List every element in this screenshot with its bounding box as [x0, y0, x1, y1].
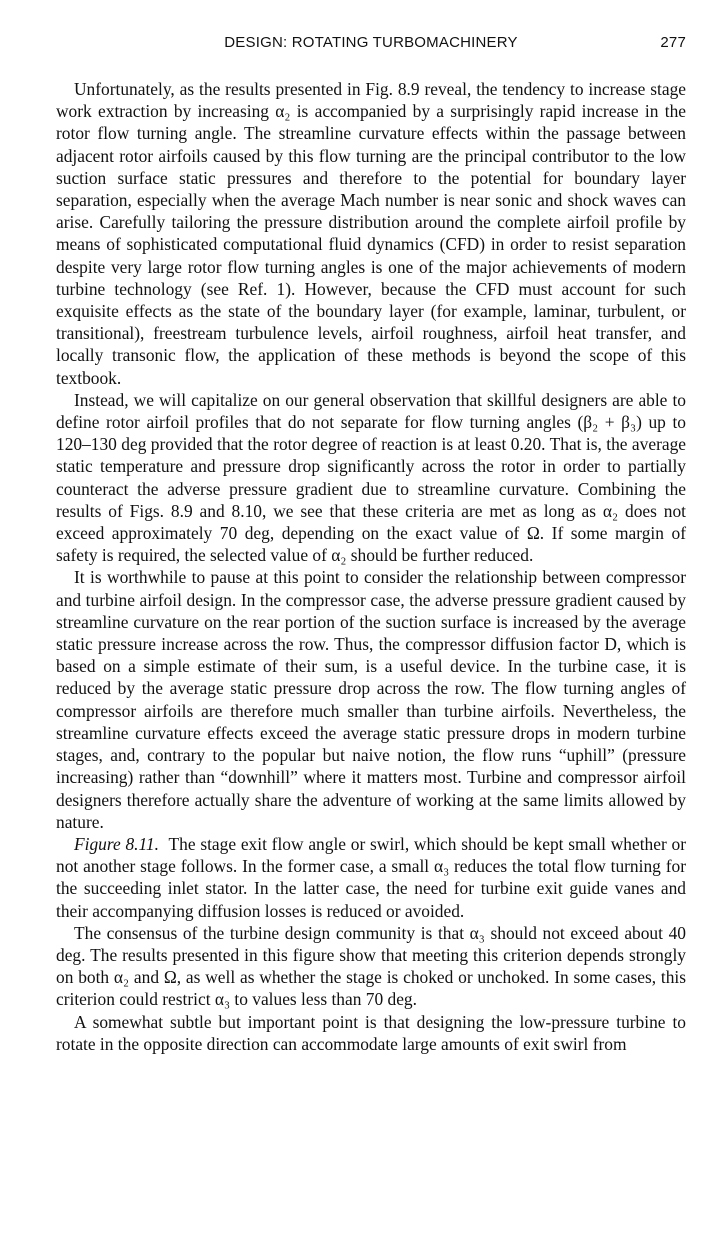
paragraph-5: The consensus of the turbine design community is that α₃ should not exceed about 40 deg. The results presented in this figure show that meeting this criterion depends strongly on both α₂ and Ω, as well as whether the stage is choked or unchoked. In some cases, this criterion could restrict α₃ to values less than 70 deg.: [56, 922, 686, 1010]
paragraph-1: Unfortunately, as the results presented in Fig. 8.9 reveal, the tendency to increase stage work extraction by increasing α₂ is accompanied by a surprisingly rapid increase in the rotor flow turning angle. The streamline curvature effects within the passage between adjacent rotor airfoils caused by this flow turning are the principal contributor to the low suction surface static pressures and therefore to the potential for boundary layer separation, especially when the average Mach number is near sonic and shock waves can arise. Carefully tailoring the pressure distribution around the complete airfoil profile by means of sophisticated computational fluid dynamics (CFD) in order to resist separation despite very large rotor flow turning angles is one of the major achievements of modern turbine technology (see Ref. 1). However, because the CFD must account for such exquisite effects as the state of the boundary layer (for example, laminar, turbulent, or transitional), freestream turbulence levels, airfoil roughness, airfoil heat transfer, and locally transonic flow, the application of these methods is beyond the scope of this textbook.: [56, 79, 686, 388]
page: [56, 34, 686, 1055]
page-header: [56, 34, 686, 58]
figure-description: The stage exit flow angle or swirl, which should be kept small whether or not another stage follows. In the former case, a small α₃ reduces the total flow turning for the succeeding inlet stator. In the latter case, the need for turbine exit guide vanes and their accompanying diffusion losses is reduced or avoided.: [56, 833, 686, 921]
running-title: DESIGN: ROTATING TURBOMACHINERY: [224, 34, 518, 51]
figure-paragraph: [56, 833, 686, 922]
body-text: [56, 78, 686, 1055]
figure-label: Figure 8.11.: [74, 833, 159, 854]
paragraph-2: Instead, we will capitalize on our general observation that skillful designers are able to define rotor airfoil profiles that do not separate for flow turning angles (β₂ + β₃) up to 120–130 deg provided that the rotor degree of reaction is at least 0.20. That is, the average static temperature and pressure drop significantly across the rotor in order to partially counteract the adverse pressure gradient due to streamline curvature. Combining the results of Figs. 8.9 and 8.10, we see that these criteria are met as long as α₂ does not exceed approximately 70 deg, depending on the exact value of Ω. If some margin of safety is required, the selected value of α₂ should be further reduced.: [56, 389, 686, 566]
paragraph-6: A somewhat subtle but important point is that designing the low-pressure turbine to rotate in the opposite direction can accommodate large amounts of exit swirl from: [56, 1011, 686, 1054]
paragraph-3: It is worthwhile to pause at this point to consider the relationship between compressor and turbine airfoil design. In the compressor case, the adverse pressure gradient caused by streamline curvature on the rear portion of the suction surface is increased by the average static pressure increase across the row. Thus, the compressor diffusion factor D, which is based on a simple estimate of their sum, is a useful device. In the turbine case, it is reduced by the average static pressure drop across the row. The flow turning angles of compressor airfoils are therefore much smaller than turbine airfoils. Nevertheless, the streamline curvature effects exceed the average static pressure drops in modern turbine stages, and, contrary to the popular but naive notion, the flow runs “uphill” (pressure increasing) rather than “downhill” where it matters most. Turbine and compressor airfoil designers therefore actually share the adventure of working at the same limits allowed by nature.: [56, 567, 686, 832]
page-number: 277: [660, 34, 686, 51]
